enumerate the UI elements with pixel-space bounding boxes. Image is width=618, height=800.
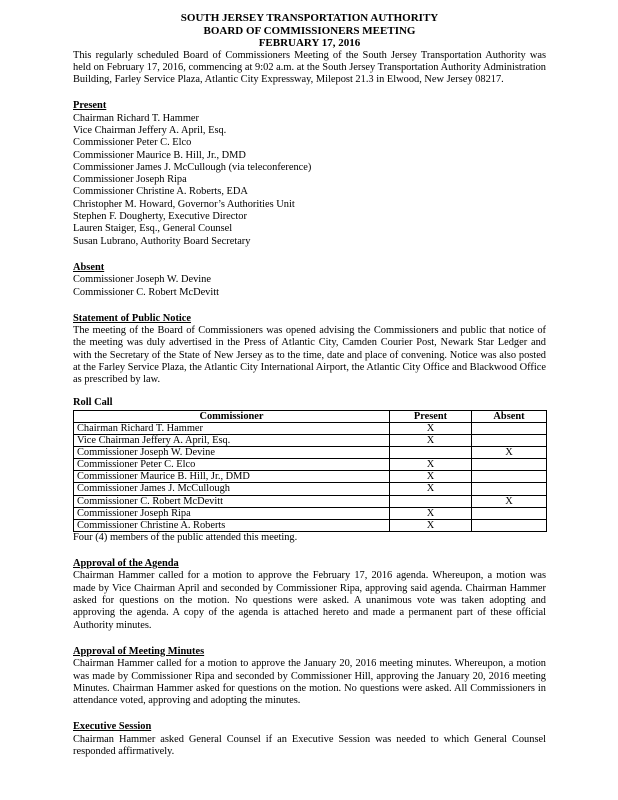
absent-list	[73, 274, 546, 299]
roll-call-heading: Roll Call	[73, 396, 113, 408]
executive-session-paragraph: Chairman Hammer asked General Counsel if an Executive Session was needed to which General Counsel responded affirmatively.	[73, 733, 546, 758]
column-header-present: Present	[390, 410, 472, 422]
commissioner-name-cell: Commissioner Peter C. Elco	[74, 459, 390, 471]
present-heading: Present	[73, 100, 107, 112]
public-notice-heading: Statement of Public Notice	[73, 312, 192, 324]
roll-call-table	[73, 410, 547, 532]
present-item: Vice Chairman Jeffery A. April, Esq.	[73, 124, 227, 136]
present-list	[73, 113, 546, 248]
absent-mark-cell: X	[472, 447, 547, 459]
absent-mark-cell	[472, 459, 547, 471]
present-mark-cell: X	[390, 459, 472, 471]
header-organization: SOUTH JERSEY TRANSPORTATION AUTHORITY	[180, 12, 439, 24]
table-row	[74, 495, 547, 507]
present-mark-cell: X	[390, 435, 472, 447]
commissioner-name-cell: Commissioner Maurice B. Hill, Jr., DMD	[74, 471, 390, 483]
column-header-absent: Absent	[472, 410, 547, 422]
column-header-commissioner: Commissioner	[74, 410, 390, 422]
commissioner-name-cell: Commissioner Joseph W. Devine	[74, 447, 390, 459]
present-item: Lauren Staiger, Esq., General Counsel	[73, 223, 233, 235]
absent-item: Commissioner Joseph W. Devine	[73, 274, 211, 286]
header-meeting-title: BOARD OF COMMISSIONERS MEETING	[203, 24, 416, 37]
present-item: Commissioner James J. McCullough (via teleconference)	[73, 161, 312, 173]
document-header	[73, 12, 546, 50]
intro-paragraph: This regularly scheduled Board of Commissioners Meeting of the South Jersey Transportation Authority was held on February 17, 2016, commencing at 9:02 a.m. at the South Jersey Transportation Authority Administration Building, Farley Service Plaza, Atlantic City Expressway, Milepost 21.3 in Elwood, New Jersey 08217.	[73, 49, 546, 86]
executive-session-heading: Executive Session	[73, 721, 152, 733]
table-row	[74, 447, 547, 459]
agenda-heading: Approval of the Agenda	[73, 558, 179, 570]
table-row	[74, 471, 547, 483]
absent-mark-cell	[472, 483, 547, 495]
commissioner-name-cell: Commissioner C. Robert McDevitt	[74, 495, 390, 507]
absent-mark-cell	[472, 423, 547, 435]
commissioner-name-cell: Commissioner James J. McCullough	[74, 483, 390, 495]
table-row	[74, 459, 547, 471]
absent-heading: Absent	[73, 261, 105, 273]
table-row	[74, 423, 547, 435]
commissioner-name-cell: Commissioner Joseph Ripa	[74, 507, 390, 519]
present-mark-cell: X	[390, 507, 472, 519]
present-item: Chairman Richard T. Hammer	[73, 112, 199, 124]
present-item: Susan Lubrano, Authority Board Secretary	[73, 235, 251, 247]
table-row	[74, 507, 547, 519]
present-item: Commissioner Christine A. Roberts, EDA	[73, 186, 248, 198]
present-item: Commissioner Joseph Ripa	[73, 174, 187, 186]
public-attendance-note: Four (4) members of the public attended this meeting.	[73, 531, 298, 543]
roll-call-header-row	[74, 410, 547, 422]
table-row	[74, 483, 547, 495]
present-mark-cell: X	[390, 423, 472, 435]
present-item: Stephen F. Dougherty, Executive Director	[73, 211, 247, 223]
minutes-heading: Approval of Meeting Minutes	[73, 645, 205, 657]
absent-mark-cell: X	[472, 495, 547, 507]
commissioner-name-cell: Vice Chairman Jeffery A. April, Esq.	[74, 435, 390, 447]
table-row	[74, 519, 547, 531]
present-mark-cell: X	[390, 471, 472, 483]
header-date: FEBRUARY 17, 2016	[258, 37, 361, 49]
absent-mark-cell	[472, 507, 547, 519]
table-row	[74, 435, 547, 447]
present-mark-cell	[390, 495, 472, 507]
present-item: Christopher M. Howard, Governor’s Authorities Unit	[73, 198, 295, 210]
absent-mark-cell	[472, 519, 547, 531]
minutes-paragraph: Chairman Hammer called for a motion to approve the January 20, 2016 meeting minutes. Whereupon, a motion was made by Commissioner Ripa and seconded by Commissioner Hill, approving the January 20, 2016 meeting Minutes. Chairman Hammer asked for questions on the motion. No questions were asked. All Commissioners in attendance voted, approving and adopting the minutes.	[73, 658, 546, 707]
absent-item: Commissioner C. Robert McDevitt	[73, 286, 220, 298]
present-item: Commissioner Peter C. Elco	[73, 137, 192, 149]
commissioner-name-cell: Chairman Richard T. Hammer	[74, 423, 390, 435]
absent-mark-cell	[472, 435, 547, 447]
commissioner-name-cell: Commissioner Christine A. Roberts	[74, 519, 390, 531]
public-notice-paragraph: The meeting of the Board of Commissioners was opened advising the Commissioners and public that notice of the meeting was duly advertised in the Press of Atlantic City, Camden Courier Post, Newark Star Ledger and with the Secretary of the State of New Jersey as to the time, date and place of convening. Notice was also posted at the Farley Service Plaza, the Atlantic City International Airport, the Atlantic City Office and Blackwood Office as prescribed by law.	[73, 325, 546, 386]
present-mark-cell: X	[390, 519, 472, 531]
document-page	[73, 12, 546, 758]
absent-mark-cell	[472, 471, 547, 483]
present-item: Commissioner Maurice B. Hill, Jr., DMD	[73, 149, 246, 161]
agenda-paragraph: Chairman Hammer called for a motion to approve the February 17, 2016 agenda. Whereupon, a motion was made by Vice Chairman April and seconded by Commissioner Ripa, approving said agenda. Chairman Hammer asked for questions on the motion. No questions were asked. A unanimous vote was taken adopting and approving the agenda. A copy of the agenda is attached hereto and made a permanent part of these official Authority minutes.	[73, 570, 546, 631]
present-mark-cell	[390, 447, 472, 459]
present-mark-cell: X	[390, 483, 472, 495]
